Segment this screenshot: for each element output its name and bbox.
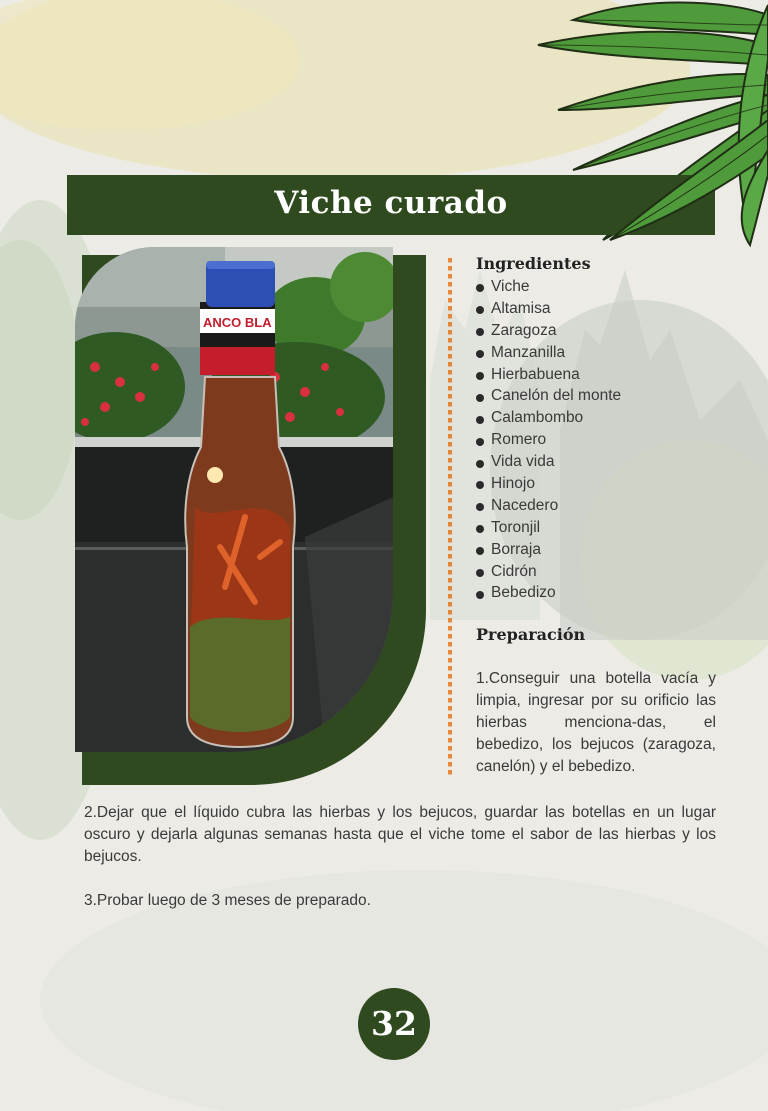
list-item: Canelón del monte	[476, 385, 621, 407]
page-title: Viche curado	[274, 185, 508, 221]
bullet-icon	[476, 372, 484, 380]
list-item: Bebedizo	[476, 582, 621, 604]
bullet-icon	[476, 416, 484, 424]
list-item: Vida vida	[476, 451, 621, 473]
bullet-icon	[476, 503, 484, 511]
ingredients-list	[476, 276, 621, 604]
bullet-icon	[476, 394, 484, 402]
list-item: Nacedero	[476, 495, 621, 517]
list-item: Altamisa	[476, 298, 621, 320]
bullet-icon	[476, 525, 484, 533]
list-item: Cidrón	[476, 561, 621, 583]
page-number: 32	[358, 988, 430, 1060]
list-item: Romero	[476, 429, 621, 451]
preparation-heading: Preparación	[476, 625, 586, 644]
bullet-icon	[476, 460, 484, 468]
dotted-divider	[448, 258, 452, 776]
list-item: Viche	[476, 276, 621, 298]
bullet-icon	[476, 547, 484, 555]
ingredients-heading: Ingredientes	[476, 254, 591, 273]
bottle-photo	[75, 247, 393, 752]
bullet-icon	[476, 306, 484, 314]
list-item: Hierbabuena	[476, 364, 621, 386]
bullet-icon	[476, 284, 484, 292]
list-item: Toronjil	[476, 517, 621, 539]
preparation-step-1: 1.Conseguir una botella vacía y limpia, ingresar por su orificio las hierbas menciona-das, el bebedizo, los bejucos (zaragoza, canelón) y el bebedizo.	[476, 670, 716, 775]
preparation-step-3: 3.Probar luego de 3 meses de preparado.	[84, 892, 371, 909]
bullet-icon	[476, 350, 484, 358]
leaf-overlap-icon	[600, 120, 768, 250]
list-item: Borraja	[476, 539, 621, 561]
list-item: Calambombo	[476, 407, 621, 429]
list-item: Zaragoza	[476, 320, 621, 342]
bullet-icon	[476, 438, 484, 446]
bottle-label-text: ANCO BLA	[203, 315, 272, 330]
bullet-icon	[476, 569, 484, 577]
list-item: Manzanilla	[476, 342, 621, 364]
bullet-icon	[476, 481, 484, 489]
preparation-step-2: 2.Dejar que el líquido cubra las hierbas y los bejucos, guardar las botellas en un lugar oscuro y dejarla algunas semanas hasta que el viche tome el sabor de las hierbas y los bejucos.	[84, 804, 716, 865]
bullet-icon	[476, 328, 484, 336]
list-item: Hinojo	[476, 473, 621, 495]
bullet-icon	[476, 591, 484, 599]
